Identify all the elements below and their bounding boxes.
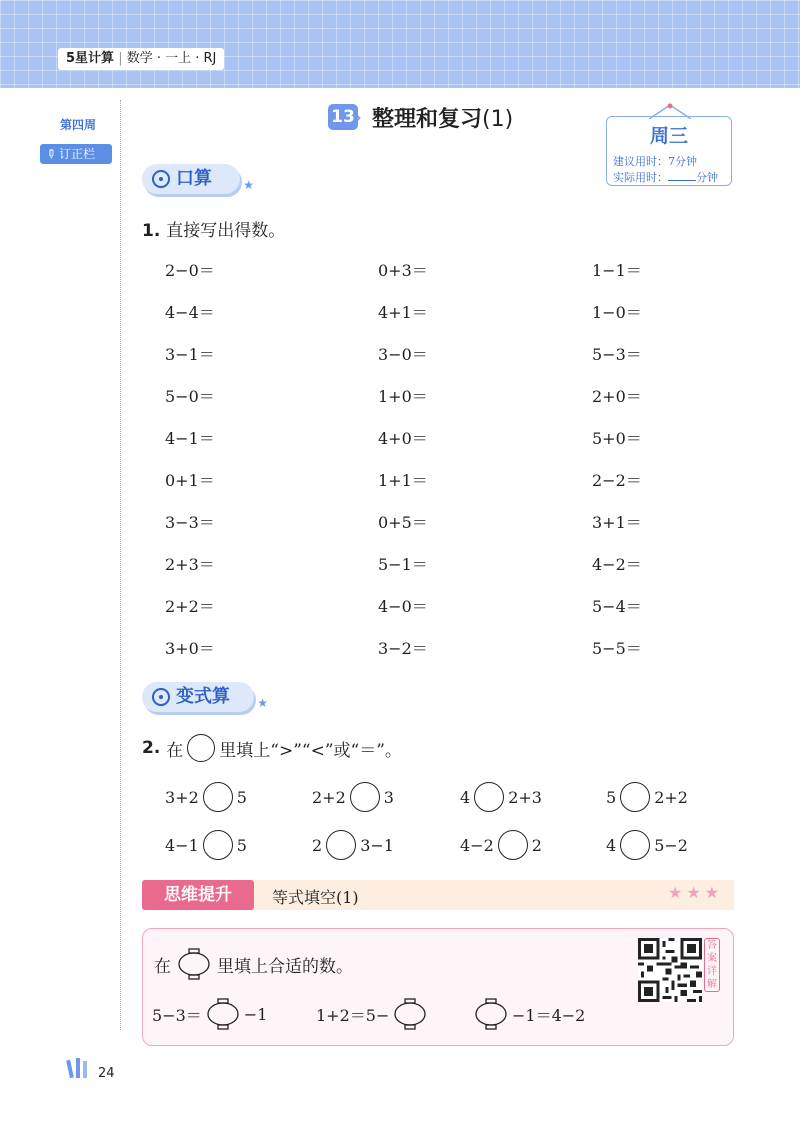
series-name: 5星计算	[66, 51, 115, 66]
q1-expression[interactable]: 2−0＝	[165, 261, 215, 280]
q2-left: 4	[606, 835, 617, 855]
q1-expression[interactable]: 3−0＝	[378, 345, 428, 364]
hanger-icon	[647, 103, 693, 119]
q2-comparison	[460, 830, 542, 860]
week-label: 第四周	[60, 118, 97, 132]
star-icon: ★	[243, 178, 254, 192]
answer-circle[interactable]	[620, 782, 650, 812]
q1-expression[interactable]: 5−4＝	[592, 597, 642, 616]
answer-circle[interactable]	[620, 830, 650, 860]
q1-expression[interactable]: 3−2＝	[378, 639, 428, 658]
thinking-prompt-after: 里填上合适的数。	[217, 956, 353, 977]
series-tag: 5星计算 | 数学 · 一上 · RJ	[58, 48, 224, 70]
equation-after: −1	[243, 1004, 268, 1024]
q1-title	[142, 216, 285, 241]
day-name: 周三	[649, 125, 688, 147]
page-number: 24	[98, 1066, 115, 1081]
thinking-prompt-before: 在	[154, 956, 171, 977]
q2-right: 5	[236, 787, 247, 807]
q2-comparison	[460, 782, 542, 812]
section-oral	[142, 164, 254, 194]
q2-prompt-before: 在	[166, 740, 184, 761]
q1-expression[interactable]: 0+1＝	[165, 471, 215, 490]
q2-left: 4−2	[460, 835, 494, 855]
q1-expression[interactable]: 2+0＝	[592, 387, 642, 406]
q1-expression[interactable]: 1+1＝	[378, 471, 428, 490]
q2-right: 5	[236, 835, 247, 855]
q1-expression[interactable]: 4+1＝	[378, 303, 428, 322]
actual-time-label: 实际用时：	[613, 171, 668, 184]
q2-left: 2+2	[312, 787, 346, 807]
answer-circle[interactable]	[203, 830, 233, 860]
q1-expression[interactable]: 5−3＝	[592, 345, 642, 364]
lesson-number: 13	[328, 104, 358, 130]
target-icon	[152, 688, 170, 706]
section-variant	[142, 682, 268, 712]
q1-expression[interactable]: 1−0＝	[592, 303, 642, 322]
q2-right: 3	[383, 787, 394, 807]
circle-icon	[187, 734, 215, 762]
equation	[470, 998, 585, 1030]
lantern-blank[interactable]	[393, 998, 427, 1030]
q1-expression[interactable]: 1−1＝	[592, 261, 642, 280]
q1-expression[interactable]: 0+5＝	[378, 513, 428, 532]
q1-expression[interactable]: 3−1＝	[165, 345, 215, 364]
q2-comparison	[165, 782, 247, 812]
qr-code[interactable]	[638, 938, 702, 1002]
difficulty-stars: ★★★	[668, 883, 724, 902]
pencil-icon: ✎	[42, 145, 60, 163]
margin-divider	[120, 100, 121, 1030]
header-band	[0, 0, 800, 88]
q1-expression[interactable]: 2+3＝	[165, 555, 215, 574]
q2-comparison	[312, 782, 394, 812]
q2-prompt-after: 里填上“>”“<”或“＝”。	[219, 740, 402, 761]
equation-before: 5−3＝	[152, 1005, 202, 1025]
answer-circle[interactable]	[350, 782, 380, 812]
q1-expression[interactable]: 3+1＝	[592, 513, 642, 532]
q1-expression[interactable]: 3+0＝	[165, 639, 215, 658]
stopwatch-icon	[152, 170, 170, 188]
lesson-part: (1)	[482, 107, 514, 132]
q1-expression[interactable]: 4−0＝	[378, 597, 428, 616]
q2-left: 5	[606, 787, 617, 807]
suggested-time: 建议用时：7分钟	[613, 155, 697, 168]
q2-comparison	[312, 830, 394, 860]
correction-label: 订正栏	[59, 147, 96, 161]
answer-circle[interactable]	[326, 830, 356, 860]
q2-title	[142, 734, 402, 762]
q2-right: 2	[531, 835, 542, 855]
q2-left: 2	[312, 835, 323, 855]
q1-expression[interactable]: 0+3＝	[378, 261, 428, 280]
q1-expression[interactable]: 2−2＝	[592, 471, 642, 490]
answer-circle[interactable]	[203, 782, 233, 812]
q2-left: 3+2	[165, 787, 199, 807]
section-oral-label: 口算	[176, 168, 212, 189]
correction-tag	[40, 144, 112, 164]
actual-time	[613, 169, 718, 185]
answer-circle[interactable]	[498, 830, 528, 860]
lantern-icon	[177, 948, 211, 980]
chevron-right-icon: ›	[354, 105, 362, 129]
q2-number: 2.	[142, 738, 161, 758]
q1-expression[interactable]: 5−5＝	[592, 639, 642, 658]
lantern-blank[interactable]	[474, 998, 508, 1030]
q2-right: 5−2	[654, 835, 688, 855]
q1-expression[interactable]: 1+0＝	[378, 387, 428, 406]
q1-expression[interactable]: 5−1＝	[378, 555, 428, 574]
q2-comparison	[606, 830, 688, 860]
thinking-subtitle: 等式填空(1)	[272, 888, 359, 907]
q1-prompt: 直接写出得数。	[166, 221, 286, 241]
equation-after: −1＝4−2	[512, 1005, 586, 1025]
subject-info: 数学 · 一上 · RJ	[126, 51, 217, 66]
actual-time-unit: 分钟	[696, 171, 718, 184]
q2-right: 2+2	[654, 787, 688, 807]
thinking-tag: 思维提升	[142, 880, 254, 910]
day-card	[606, 116, 732, 186]
q1-expression[interactable]: 4+0＝	[378, 429, 428, 448]
q1-expression[interactable]: 3−3＝	[165, 513, 215, 532]
q1-expression[interactable]: 4−2＝	[592, 555, 642, 574]
equation	[152, 998, 267, 1030]
q2-comparison	[165, 830, 247, 860]
q1-expression[interactable]: 4−4＝	[165, 303, 215, 322]
q1-expression[interactable]: 5+0＝	[592, 429, 642, 448]
thinking-prompt	[154, 948, 353, 980]
q2-left: 4−1	[165, 835, 199, 855]
q2-left: 4	[460, 787, 471, 807]
q2-right: 3−1	[360, 835, 394, 855]
q1-expression[interactable]: 5−0＝	[165, 387, 215, 406]
q1-number: 1.	[142, 221, 161, 241]
equation-before: 1+2＝5−	[316, 1005, 390, 1025]
page-title	[372, 102, 513, 133]
lesson-title: 整理和复习	[372, 107, 483, 132]
q2-comparison	[606, 782, 688, 812]
star-icon: ★	[257, 696, 268, 710]
q1-expression[interactable]: 4−1＝	[165, 429, 215, 448]
section-variant-label: 变式算	[176, 686, 230, 707]
qr-label: 答案详解	[704, 938, 720, 992]
q2-right: 2+3	[508, 787, 542, 807]
actual-time-blank[interactable]	[668, 171, 696, 181]
lantern-blank[interactable]	[206, 998, 240, 1030]
answer-circle[interactable]	[474, 782, 504, 812]
books-icon	[66, 1056, 96, 1078]
q1-expression[interactable]: 2+2＝	[165, 597, 215, 616]
equation	[316, 998, 431, 1030]
